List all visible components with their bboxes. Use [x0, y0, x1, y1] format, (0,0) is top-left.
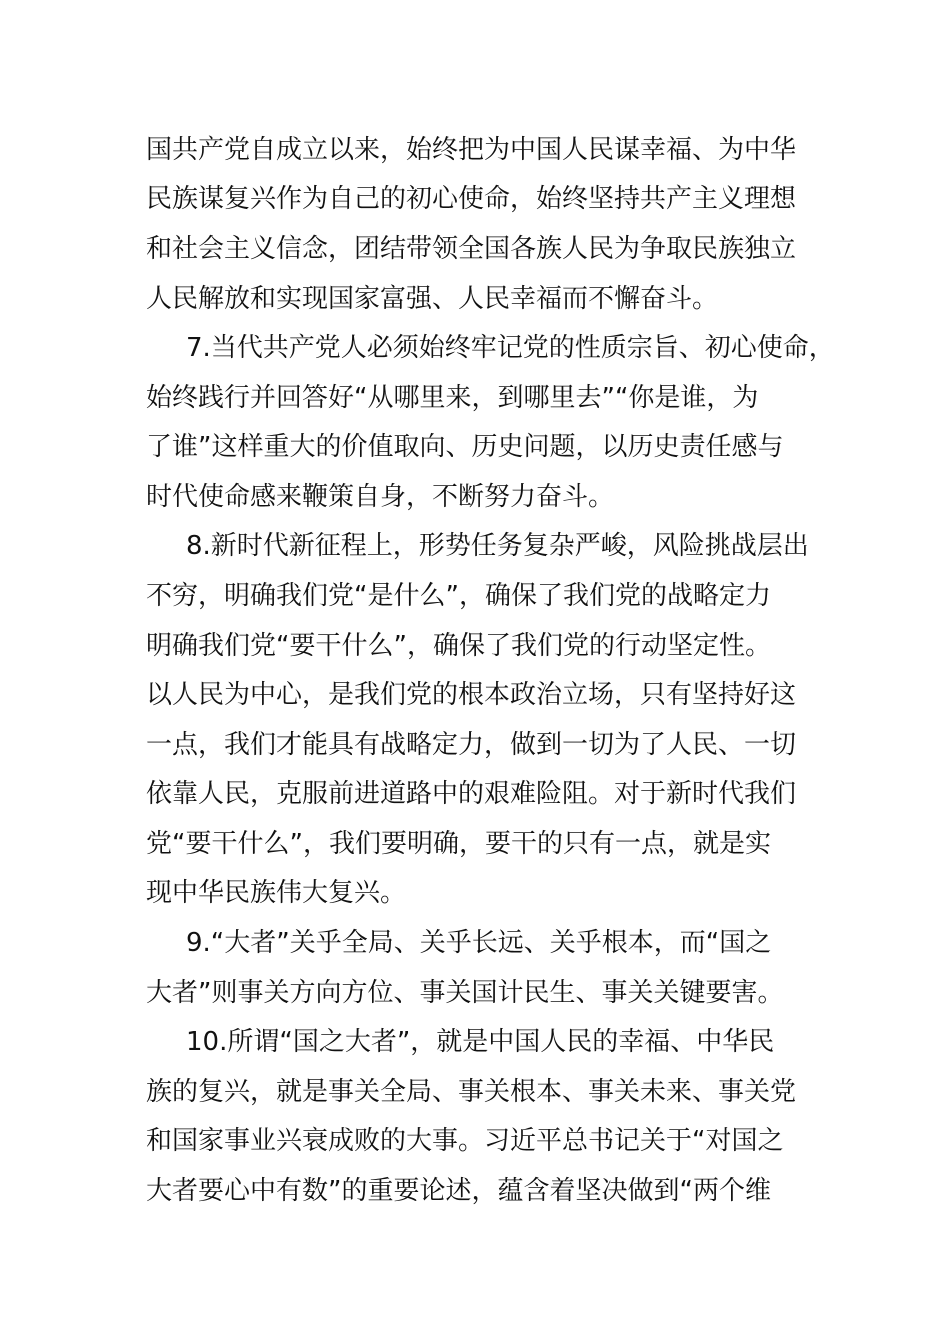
text-line: 民族谋复兴作为自己的初心使命，始终坚持共产主义理想 — [146, 184, 797, 214]
text-line: 人民解放和实现国家富强、人民幸福而不懈奋斗。 — [146, 284, 719, 314]
text-line: 国共产党自成立以来，始终把为中国人民谋幸福、为中华 — [146, 135, 797, 165]
paragraph-10-start: 10.所谓“国之大者”，就是中国人民的幸福、中华民 — [186, 1027, 775, 1057]
text-line: 和社会主义信念，团结带领全国各族人民为争取民族独立 — [146, 234, 797, 264]
text-line: 始终践行并回答好“从哪里来，到哪里去”“你是谁，为 — [146, 383, 759, 413]
text-line: 不穷，明确我们党“是什么”，确保了我们党的战略定力 — [146, 581, 771, 611]
text-line: 时代使命感来鞭策自身，不断努力奋斗。 — [146, 482, 615, 512]
paragraph-7-start: 7.当代共产党人必须始终牢记党的性质宗旨、初心使命， — [186, 333, 835, 363]
text-line: 依靠人民，克服前进道路中的艰难险阻。对于新时代我们 — [146, 779, 797, 809]
text-line: 一点，我们才能具有战略定力，做到一切为了人民、一切 — [146, 730, 797, 760]
text-line: 党“要干什么”，我们要明确，要干的只有一点，就是实 — [146, 829, 771, 859]
text-line: 族的复兴，就是事关全局、事关根本、事关未来、事关党 — [146, 1077, 797, 1107]
text-line: 大者要心中有数”的重要论述，蕴含着坚决做到“两个维 — [146, 1176, 771, 1206]
text-line: 以人民为中心，是我们党的根本政治立场，只有坚持好这 — [146, 680, 797, 710]
paragraph-9-start: 9.“大者”关乎全局、关乎长远、关乎根本，而“国之 — [186, 928, 772, 958]
paragraph-8-start: 8.新时代新征程上，形势任务复杂严峻，风险挑战层出 — [186, 531, 809, 561]
text-line: 大者”则事关方向方位、事关国计民生、事关关键要害。 — [146, 978, 784, 1008]
text-line: 明确我们党“要干什么”，确保了我们党的行动坚定性。 — [146, 631, 771, 661]
text-line: 现中华民族伟大复兴。 — [146, 878, 407, 908]
text-line: 了谁”这样重大的价值取向、历史问题，以历史责任感与 — [146, 432, 784, 462]
text-line: 和国家事业兴衰成败的大事。习近平总书记关于“对国之 — [146, 1126, 784, 1156]
